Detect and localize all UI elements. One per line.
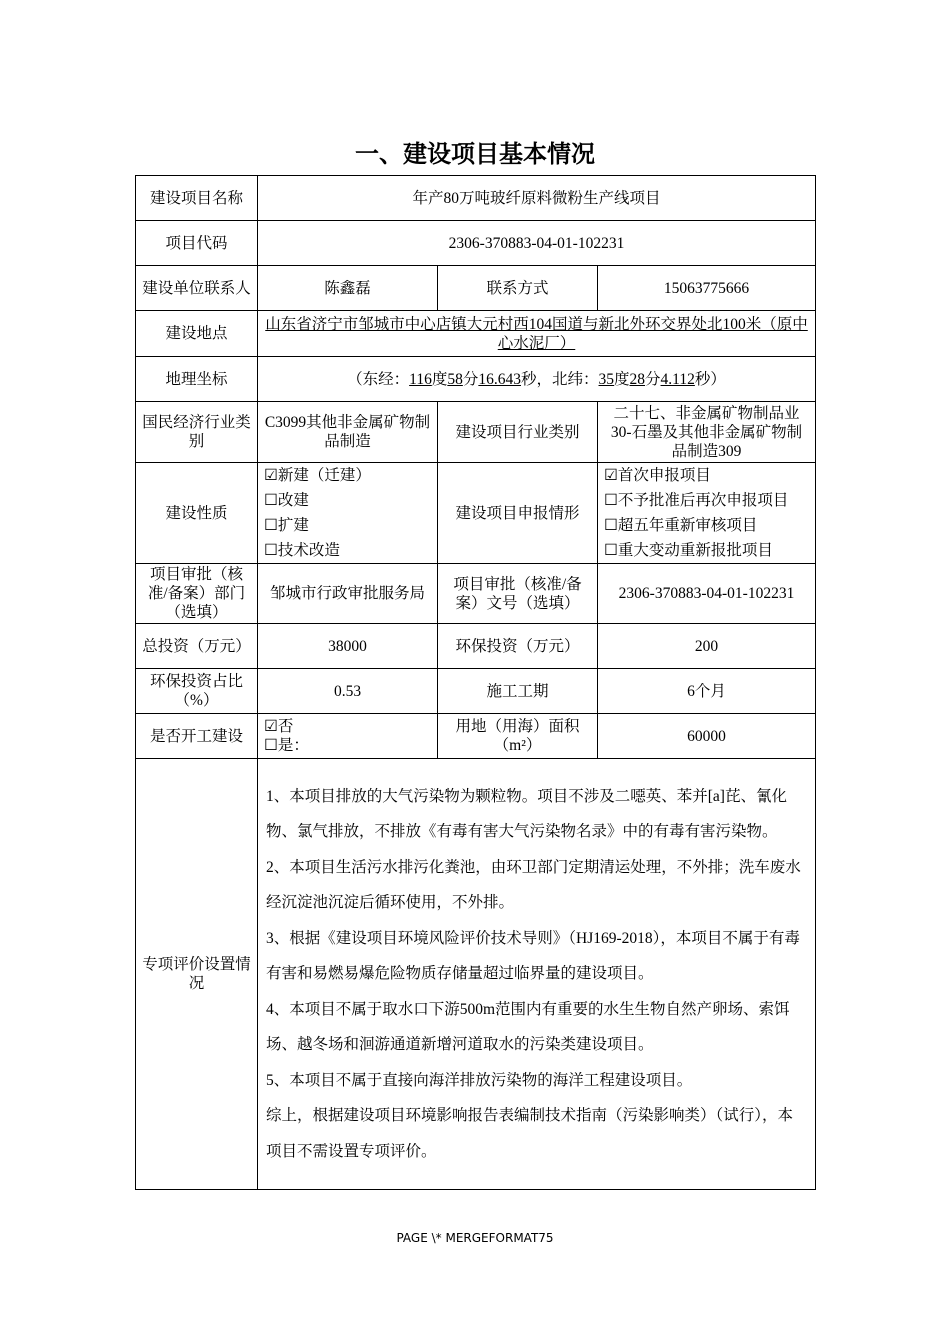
- text: 分: [645, 370, 661, 388]
- cell-label: 地理坐标: [136, 357, 258, 402]
- cell-label: 环保投资（万元）: [438, 624, 598, 669]
- cell-value: 200: [598, 624, 816, 669]
- checkbox-option[interactable]: ☑否: [264, 718, 294, 735]
- table-row: [136, 357, 816, 402]
- checkbox-option[interactable]: ☐超五年重新审核项目: [604, 517, 758, 534]
- text: 分: [462, 370, 479, 388]
- cell-value: 60000: [598, 714, 816, 759]
- table-row: [136, 564, 816, 624]
- cell-label: 用地（用海）面积（m²）: [438, 714, 598, 759]
- checkbox-option[interactable]: ☐技术改造: [264, 542, 340, 559]
- cell-value: 山东省济宁市邹城市中心店镇大元村西104国道与新北外环交界处北100米（原中心水泥厂）: [258, 311, 816, 357]
- table-row: [136, 759, 816, 1190]
- checkbox-option[interactable]: ☐是：: [264, 737, 309, 754]
- cell-label: 国民经济行业类别: [136, 402, 258, 463]
- paragraph: 5、本项目不属于直接向海洋排放污染物的海洋工程建设项目。: [266, 1071, 693, 1089]
- cell-value: 6个月: [598, 669, 816, 714]
- paragraph: 综上，根据建设项目环境影响报告表编制技术指南（污染影响类）（试行），本项目不需设置专项评价。: [266, 1107, 794, 1160]
- page-footer: PAGE \* MERGEFORMAT75: [396, 1231, 554, 1245]
- cell-label: 项目审批（核准/备案）部门（选填）: [136, 564, 258, 624]
- cell-value: 2306-370883-04-01-102231: [598, 564, 816, 624]
- table-row: [136, 266, 816, 311]
- table-row: [136, 402, 816, 463]
- cell-value: 邹城市行政审批服务局: [258, 564, 438, 624]
- table-row: [136, 624, 816, 669]
- cell-label: 总投资（万元）: [136, 624, 258, 669]
- cell-label: 项目审批（核准/备案）文号（选填）: [438, 564, 598, 624]
- paragraph: 4、本项目不属于取水口下游500m范围内有重要的水生生物自然产卵场、索饵场、越冬场和洄游通道新增河道取水的污染类建设项目。: [266, 1000, 790, 1054]
- table-row: [136, 176, 816, 221]
- special-evaluation-text: [258, 759, 816, 1190]
- lat-sec: 4.112: [660, 370, 695, 388]
- cell-label: 建设地点: [136, 311, 258, 357]
- cell-label: 联系方式: [438, 266, 598, 311]
- page-title: 一、建设项目基本情况: [355, 140, 595, 168]
- cell-value: 二十七、非金属矿物制品业30-石墨及其他非金属矿物制品制造309: [598, 402, 816, 463]
- text: ，北纬：: [536, 370, 599, 388]
- coordinates-value: [258, 357, 816, 402]
- cell-label: 环保投资占比（%）: [136, 669, 258, 714]
- cell-label: 建设性质: [136, 463, 258, 564]
- text: （东经：: [347, 370, 410, 388]
- paragraph: 1、本项目排放的大气污染物为颗粒物。项目不涉及二噁英、苯并[a]芘、氰化物、氯气排放，不排放《有毒有害大气污染物名录》中的有毒有害污染物。: [266, 787, 787, 841]
- checkbox-option[interactable]: ☐重大变动重新报批项目: [604, 542, 773, 559]
- cell-value: 38000: [258, 624, 438, 669]
- table-row: [136, 669, 816, 714]
- lon-sec: 16.643: [478, 370, 521, 388]
- nature-options: [258, 463, 438, 564]
- text: 度: [614, 370, 630, 388]
- cell-label: 项目代码: [136, 221, 258, 266]
- table-row: [136, 463, 816, 564]
- checkbox-option[interactable]: ☑新建（迁建）: [264, 467, 371, 484]
- cell-label: 建设项目行业类别: [438, 402, 598, 463]
- text: 秒）: [694, 370, 726, 388]
- cell-value: 0.53: [258, 669, 438, 714]
- checkbox-option[interactable]: ☑首次申报项目: [604, 467, 711, 484]
- filing-options: [598, 463, 816, 564]
- cell-value: 陈鑫磊: [258, 266, 438, 311]
- cell-label: 专项评价设置情况: [136, 759, 258, 1190]
- lon-deg: 116: [409, 370, 432, 388]
- paragraph: 2、本项目生活污水排污化粪池，由环卫部门定期清运处理，不外排；洗车废水经沉淀池沉淀后循环使用，不外排。: [266, 858, 801, 912]
- cell-label: 建设单位联系人: [136, 266, 258, 311]
- checkbox-option[interactable]: ☐改建: [264, 492, 309, 509]
- cell-value: 年产80万吨玻纤原料微粉生产线项目: [258, 176, 816, 221]
- paragraph: 3、根据《建设项目环境风险评价技术导则》（HJ169-2018），本项目不属于有毒有害和易燃易爆危险物质存储量超过临界量的建设项目。: [266, 929, 800, 983]
- cell-label: 建设项目名称: [136, 176, 258, 221]
- started-options: [258, 714, 438, 759]
- project-info-table: [135, 175, 816, 1190]
- checkbox-option[interactable]: ☐扩建: [264, 517, 309, 534]
- cell-value: C3099其他非金属矿物制品制造: [258, 402, 438, 463]
- table-row: [136, 221, 816, 266]
- cell-label: 建设项目申报情形: [438, 463, 598, 564]
- lon-min: 58: [447, 370, 463, 388]
- cell-value: 2306-370883-04-01-102231: [258, 221, 816, 266]
- cell-label: 施工工期: [438, 669, 598, 714]
- table-row: [136, 714, 816, 759]
- lat-min: 28: [629, 370, 646, 388]
- text: 秒: [520, 370, 537, 388]
- text: 度: [431, 370, 448, 388]
- cell-label: 是否开工建设: [136, 714, 258, 759]
- checkbox-option[interactable]: ☐不予批准后再次申报项目: [604, 492, 789, 509]
- table-row: [136, 311, 816, 357]
- lat-deg: 35: [598, 370, 615, 388]
- cell-value: 15063775666: [598, 266, 816, 311]
